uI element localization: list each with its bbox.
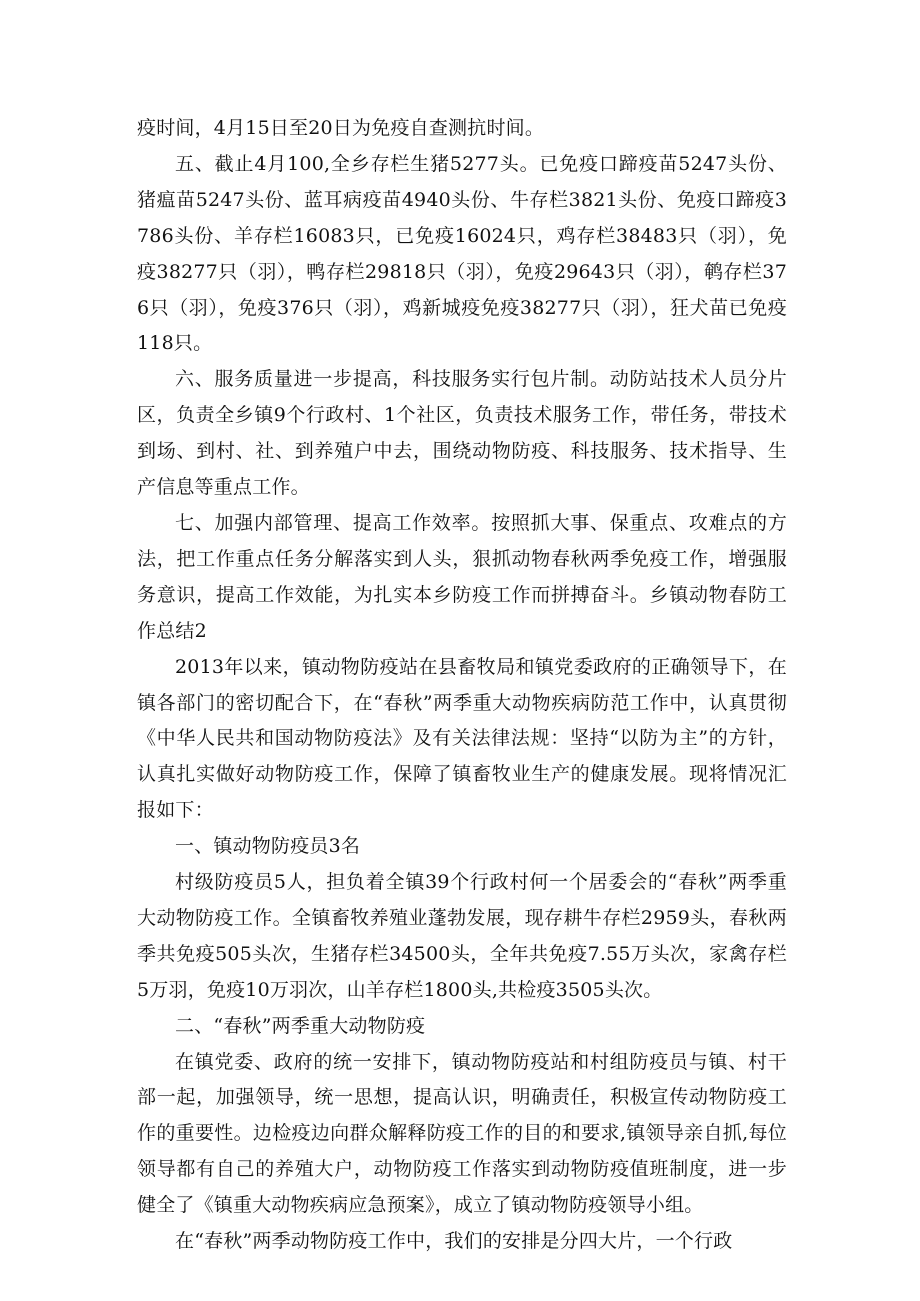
- paragraph-final-line: 在“春秋”两季动物防疫工作中，我们的安排是分四大片，一个行政: [175, 1230, 733, 1253]
- heading-section-one: 一、镇动物防疫员3名: [175, 835, 361, 858]
- paragraph-section-five: 五、截止4月100,全乡存栏生猪5277头。已免疫口蹄疫苗5247头份、猪瘟苗5247头份、蓝耳病疫苗4940头份、牛存栏3821头份、免疫口蹄疫3786头份、羊存栏16083只，已免疫16024只，鸡存栏38483只（羽），免疫38277只（羽），鸭存栏29818只（羽），免疫29643只（羽），鹌存栏376只（羽），免疫376只（羽），鸡新城疫免疫38277只（羽），狂犬苗已免疫118只。: [137, 152, 787, 355]
- paragraph-continuation: 疫时间，4月15日至20日为免疫自查测抗时间。: [137, 117, 545, 139]
- heading-section-two: 二、“春秋”两季重大动物防疫: [175, 1014, 426, 1037]
- paragraph-village-staff: 村级防疫员5人，担负着全镇39个行政村何一个居委会的“春秋”两季重大动物防疫工作。全镇畜牧养殖业蓬勃发展，现存耕牛存栏2959头，春秋两季共免疫505头次，生猪存栏34500头，全年共免疫7.55万头次，家禽存栏5万羽，免疫10万羽次，山羊存栏1800头,共检疫3505头次。: [137, 871, 787, 1001]
- document-body: [137, 111, 787, 1260]
- paragraph-summary-intro: 2013年以来，镇动物防疫站在县畜牧局和镇党委政府的正确领导下，在镇各部门的密切配合下，在“春秋”两季重大动物疾病防范工作中，认真贯彻《中华人民共和国动物防疫法》及有关法律法规：坚持“以防为主”的方针，认真扎实做好动物防疫工作，保障了镇畜牧业生产的健康发展。现将情况汇报如下：: [137, 655, 787, 822]
- paragraph-section-six: 六、服务质量进一步提高，科技服务实行包片制。动防站技术人员分片区，负责全乡镇9个行政村、1个社区，负责技术服务工作，带任务，带技术到场、到村、社、到养殖户中去，围绕动物防疫、科技服务、技术指导、生产信息等重点工作。: [137, 368, 787, 499]
- paragraph-section-seven: 七、加强内部管理、提高工作效率。按照抓大事、保重点、攻难点的方法，把工作重点任务分解落实到人头，狠抓动物春秋两季免疫工作，增强服务意识，提高工作效能，为扎实本乡防疫工作而拼搏奋斗。乡镇动物春防工作总结2: [137, 511, 787, 642]
- paragraph-party-arrangement: 在镇党委、政府的统一安排下，镇动物防疫站和村组防疫员与镇、村干部一起，加强领导，统一思想，提高认识，明确责任，积极宣传动物防疫工作的重要性。边检疫边向群众解释防疫工作的目的和要求,镇领导亲自抓,每位领导都有自己的养殖大户，动物防疫工作落实到动物防疫值班制度，进一步健全了《镇重大动物疾病应急预案》，成立了镇动物防疫领导小组。: [137, 1050, 787, 1217]
